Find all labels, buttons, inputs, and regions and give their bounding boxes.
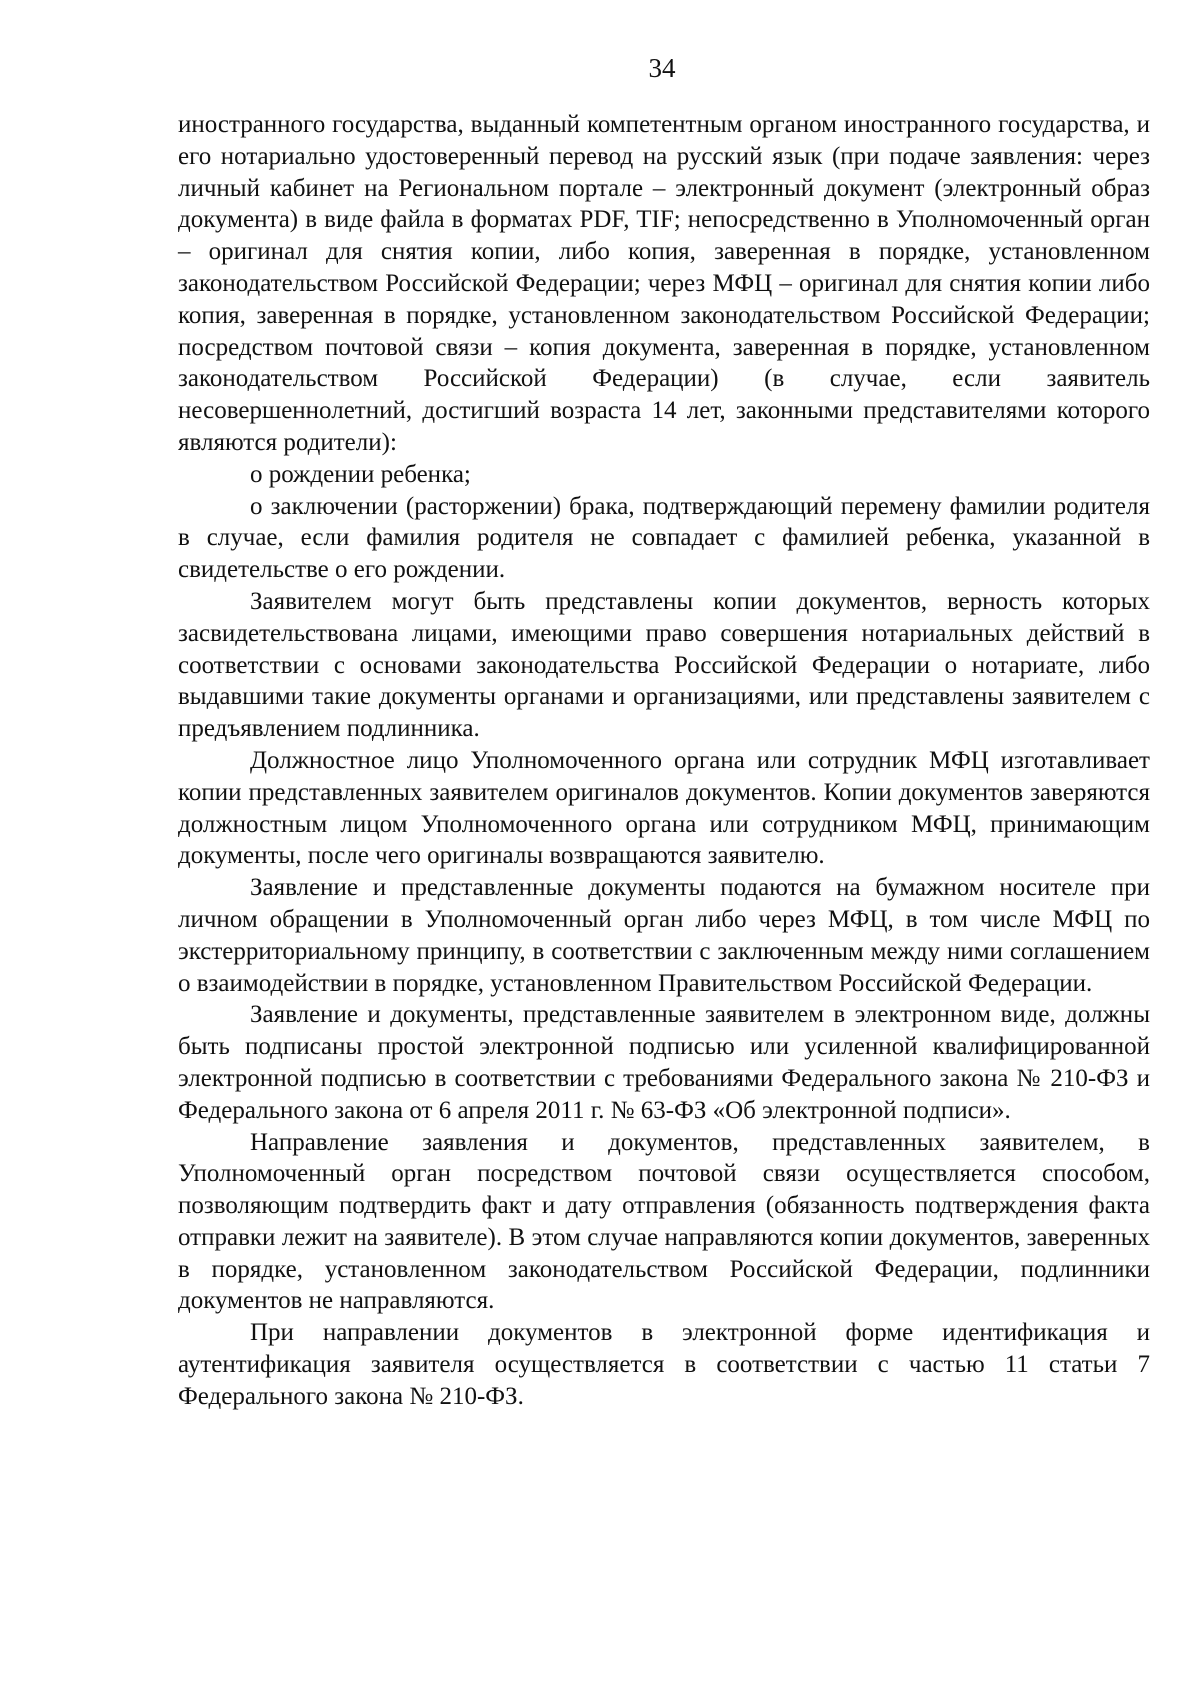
- paragraph-postal-submission: Направление заявления и документов, представленных заявителем, в Уполномоченный орган посредством почтовой связи осуществляется способом, позволяющим подтвердить факт и дату отправления (обязанность подтверждения факта отправки лежит на заявителе). В этом случае направляются копии документов, заверенных в порядке, установленном законодательством Российской Федерации, подлинники документов не направляются.: [178, 1128, 1150, 1315]
- paragraph-official-copies: Должностное лицо Уполномоченного органа или сотрудник МФЦ изготавливает копии представленных заявителем оригиналов документов. Копии документов заверяются должностным лицом Уполномоченного органа или сотрудником МФЦ, принимающим документы, после чего оригиналы возвращаются заявителю.: [178, 746, 1150, 870]
- paragraph-electronic-signature: Заявление и документы, представленные заявителем в электронном виде, должны быть подписаны простой электронной подписью или усиленной квалифицированной электронной подписью в соответствии с требованиями Федерального закона № 210-ФЗ и Федерального закона от 6 апреля 2011 г. № 63-ФЗ «Об электронной подписи».: [178, 1001, 1150, 1124]
- paragraph-marriage: о заключении (расторжении) брака, подтверждающий перемену фамилии родителя в случае, если фамилия родителя не совпадает с фамилией ребенка, указанной в свидетельстве о его рождении.: [178, 492, 1150, 584]
- document-body: [178, 109, 1150, 1413]
- paragraph-paper-submission: Заявление и представленные документы подаются на бумажном носителе при личном обращении в Уполномоченный орган либо через МФЦ, в том числе МФЦ по экстерриториальному принципу, в соответствии с заключенным между ними соглашением о взаимодействии в порядке, установленном Правительством Российской Федерации.: [178, 874, 1150, 997]
- paragraph-identification: При направлении документов в электронной форме идентификация и аутентификация заявителя осуществляется в соответствии с частью 11 статьи 7 Федерального закона № 210-ФЗ.: [178, 1319, 1150, 1410]
- page-number: 34: [648, 53, 676, 83]
- paragraph-copies-certified: Заявителем могут быть представлены копии документов, верность которых засвидетельствована лицами, имеющими право совершения нотариальных действий в соответствии с основами законодательства Российской Федерации о нотариате, либо выдавшими такие документы органами и организациями, или представлены заявителем с предъявлением подлинника.: [178, 587, 1150, 743]
- paragraph-birth: о рождении ребенка;: [250, 460, 471, 488]
- paragraph-foreign-document: иностранного государства, выданный компетентным органом иностранного государства, и его нотариально удостоверенный перевод на русский язык (при подаче заявления: через личный кабинет на Региональном портале – электронный документ (электронный образ документа) в виде файла в форматах PDF, TIF; непосредственно в Уполномоченный орган – оригинал для снятия копии, либо копия, заверенная в порядке, установленном законодательством Российской Федерации; через МФЦ – оригинал для снятия копии либо копия, заверенная в порядке, установленном законодательством Российской Федерации; посредством почтовой связи – копия документа, заверенная в порядке, установленном законодательством Российской Федерации) (в случае, если заявитель несовершеннолетний, достигший возраста 14 лет, законными представителями которого являются родители):: [178, 111, 1150, 456]
